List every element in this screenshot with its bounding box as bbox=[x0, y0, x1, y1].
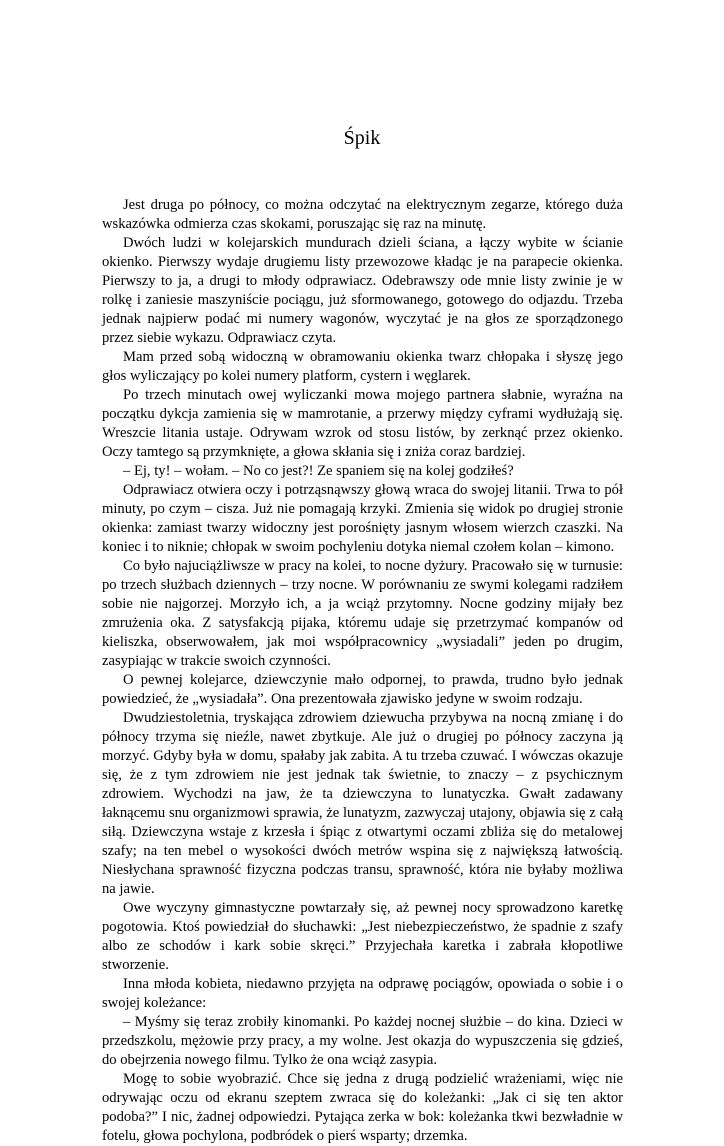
paragraph: – Myśmy się teraz zrobiły kinomanki. Po każdej nocnej służbie – do kina. Dzieci w przedszkolu, mężowie przy pracy, a my wolne. Jest okazja do wypuszczenia się gdzieś, do obejrzenia nowego filmu. Tylko że ona wciąż zasypia. bbox=[102, 1014, 623, 1068]
paragraph: Dwóch ludzi w kolejarskich mundurach dzieli ściana, a łączy wybite w ścianie okienko. Pierwszy wydaje drugiemu listy przewozowe kładąc je na parapecie okienka. Pierwszy to ja, a drugi to młody odprawiacz. Odebrawszy ode mnie listy zwinie je w rolkę i zaniesie maszyniście pociągu, już sformowanego, gotowego do odjazdu. Trzeba jednak najpierw podać mi numery wagonów, wyczytać je na głos ze sporządzonego przez siebie wykazu. Odprawiacz czyta. bbox=[102, 235, 623, 346]
paragraph: Owe wyczyny gimnastyczne powtarzały się, aż pewnej nocy sprowadzono karetkę pogotowia. Ktoś powiedział do słuchawki: „Jest niebezpieczeństwo, że spadnie z szafy albo ze schodów i kark sobie skręci.” Przyjechała karetka i zabrała kłopotliwe stworzenie. bbox=[102, 900, 623, 973]
document-body bbox=[102, 196, 623, 1146]
paragraph: Po trzech minutach owej wyliczanki mowa mojego partnera słabnie, wyraźna na początku dykcja zamienia się w mamrotanie, a przerwy między cyframi wydłużają się. Wreszcie litania ustaje. Odrywam wzrok od stosu listów, by zerknąć przez okienko. Oczy tamtego są przymknięte, a głowa skłania się i zniża coraz bardziej. bbox=[102, 387, 623, 460]
paragraph: Inna młoda kobieta, niedawno przyjęta na odprawę pociągów, opowiada o sobie i o swojej koleżance: bbox=[102, 976, 623, 1011]
paragraph: Odprawiacz otwiera oczy i potrząsnąwszy głową wraca do swojej litanii. Trwa to pół minuty, po czym – cisza. Już nie pomagają krzyki. Zmienia się widok po drugiej stronie okienka: zamiast twarzy widoczny jest porośnięty jasnym włosem wierzch czaszki. Na koniec i to niknie; chłopak w swoim pochyleniu dotyka niemal czołem kolan – kimono. bbox=[102, 482, 623, 555]
paragraph: O pewnej kolejarce, dziewczynie mało odpornej, to prawda, trudno było jednak powiedzieć, że „wysiadała”. Ona prezentowała zjawisko jedyne w swoim rodzaju. bbox=[102, 672, 623, 707]
document-title: Śpik bbox=[343, 127, 381, 149]
paragraph: Dwudziestoletnia, tryskająca zdrowiem dziewucha przybywa na nocną zmianę i do północy trzyma się nieźle, nawet zbytkuje. Ale już o drugiej po północy zaczyna ją morzyć. Gdyby była w domu, spałaby jak zabita. A tu trzeba czuwać. I wówczas okazuje się, że z tym zdrowiem nie jest jednak tak świetnie, to znaczy – z psychicznym zdrowiem. Wychodzi na jaw, że ta dziewczyna to lunatyczka. Gwałt zadawany łaknącemu snu organizmowi sprawia, że lunatyzm, zazwyczaj utajony, objawia się z całą siłą. Dziewczyna wstaje z krzesła i śpiąc z otwartymi oczami zbliża się do metalowej szafy; na ten mebel o wysokości dwóch metrów wspina się z największą łatwością. Niesłychana sprawność fizyczna podczas transu, sprawność, która nie byłaby możliwa na jawie. bbox=[102, 710, 623, 897]
paragraph: Mogę to sobie wyobrazić. Chce się jedna z drugą podzielić wrażeniami, więc nie odrywając oczu od ekranu szeptem zwraca się do koleżanki: „Jak ci się ten aktor podoba?” I nic, żadnej odpowiedzi. Pytająca zerka w bok: koleżanka tkwi bezwładnie w fotelu, głowa pochylona, podbródek o pierś wsparty; drzemka. bbox=[102, 1071, 623, 1144]
paragraph: Co było najuciążliwsze w pracy na kolei, to nocne dyżury. Pracowało się w turnusie: po trzech służbach dziennych – trzy nocne. W porównaniu ze swymi kolegami radziłem sobie nie najgorzej. Morzyło ich, a ja wciąż przytomny. Nocne godziny mijały bez zmrużenia oka. Z satysfakcją pijaka, któremu udaje się przetrzymać kompanów od kieliszka, obserwowałem, jak moi współpracownicy „wysiadali” jeden po drugim, zasypiając w trakcie swoich czynności. bbox=[102, 558, 623, 669]
paragraph: Jest druga po północy, co można odczytać na elektrycznym zegarze, którego duża wskazówka odmierza czas skokami, poruszając się raz na minutę. bbox=[102, 197, 623, 232]
paragraph: – Ej, ty! – wołam. – No co jest?! Ze spaniem się na kolej godziłeś? bbox=[123, 463, 514, 479]
paragraph: Mam przed sobą widoczną w obramowaniu okienka twarz chłopaka i słyszę jego głos wyliczający po kolei numery platform, cystern i węglarek. bbox=[102, 349, 623, 384]
